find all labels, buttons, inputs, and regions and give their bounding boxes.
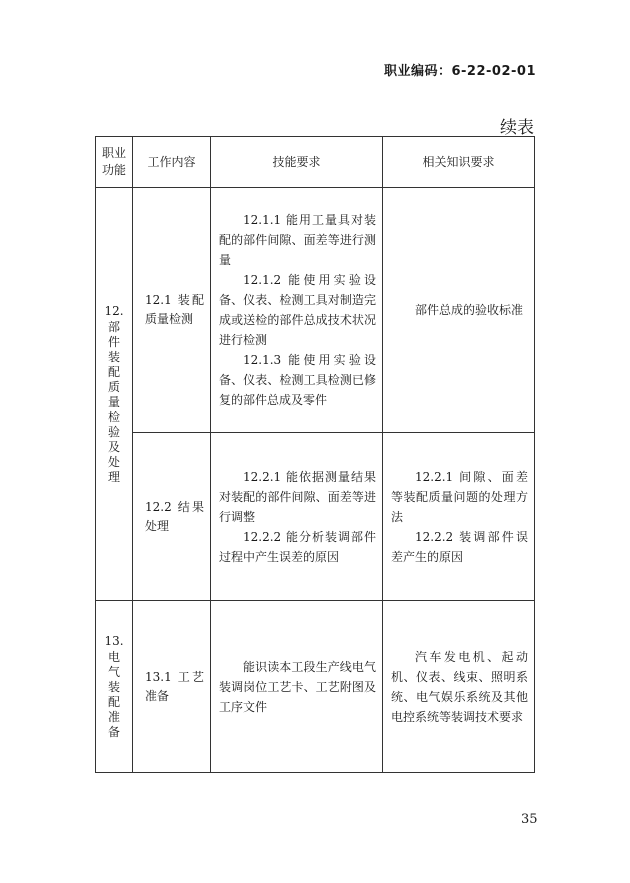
skill-cell: [211, 601, 383, 773]
table-row: [96, 601, 535, 773]
table-row: [96, 188, 535, 433]
knowledge-cell: [383, 433, 535, 601]
skill-standard-table: [95, 136, 535, 773]
function-name: 电气装配准备: [108, 649, 121, 739]
knowledge-cell: [383, 188, 535, 433]
skill-cell: [211, 433, 383, 601]
knowledge-cell: [383, 601, 535, 773]
function-name: 部件装配质量检验及处理: [108, 319, 121, 484]
knowledge-item: 12.2.1 间隙、面差等装配质量问题的处理方法: [391, 469, 528, 524]
page-number: 35: [521, 812, 538, 827]
header-function: 职业功能: [96, 137, 133, 188]
function-cell-12: [96, 188, 133, 601]
knowledge-item: 汽车发电机、起动机、仪表、线束、照明系统、电气娱乐系统及其他电控系统等装调技术要求: [391, 649, 528, 724]
work-content: 13.1 工艺准备: [133, 601, 211, 773]
header-knowledge: 相关知识要求: [383, 137, 535, 188]
skill-item: 12.1.1 能用工量具对装配的部件间隙、面差等进行测量: [219, 213, 376, 267]
skill-item: 12.1.3 能使用实验设备、仪表、检测工具检测已修复的部件总成及零件: [219, 353, 376, 407]
occupation-code: 职业编码：6-22-02-01: [383, 64, 536, 79]
function-cell-13: [96, 601, 133, 773]
skill-item: 12.2.1 能依据测量结果对装配的部件间隙、面差等进行调整: [219, 469, 376, 524]
function-number: 12.: [104, 303, 124, 318]
table-row: [96, 433, 535, 601]
skill-item: 12.1.2 能使用实验设备、仪表、检测工具对制造完成或送检的部件总成技术状况进行检测: [219, 273, 376, 347]
skill-item: 12.2.2 能分析装调部件过程中产生误差的原因: [219, 529, 376, 564]
continued-label: 续表: [500, 118, 534, 138]
table-header-row: [96, 137, 535, 188]
function-number: 13.: [104, 633, 124, 648]
work-content: 12.1 装配质量检测: [133, 188, 211, 433]
header-skills: 技能要求: [211, 137, 383, 188]
skill-cell: [211, 188, 383, 433]
knowledge-item: 12.2.2 装调部件误差产生的原因: [391, 529, 528, 564]
skill-item: 能识读本工段生产线电气装调岗位工艺卡、工艺附图及工序文件: [219, 659, 376, 714]
work-content: 12.2 结果处理: [133, 433, 211, 601]
knowledge-item: 部件总成的验收标准: [415, 303, 524, 317]
header-content: 工作内容: [133, 137, 211, 188]
